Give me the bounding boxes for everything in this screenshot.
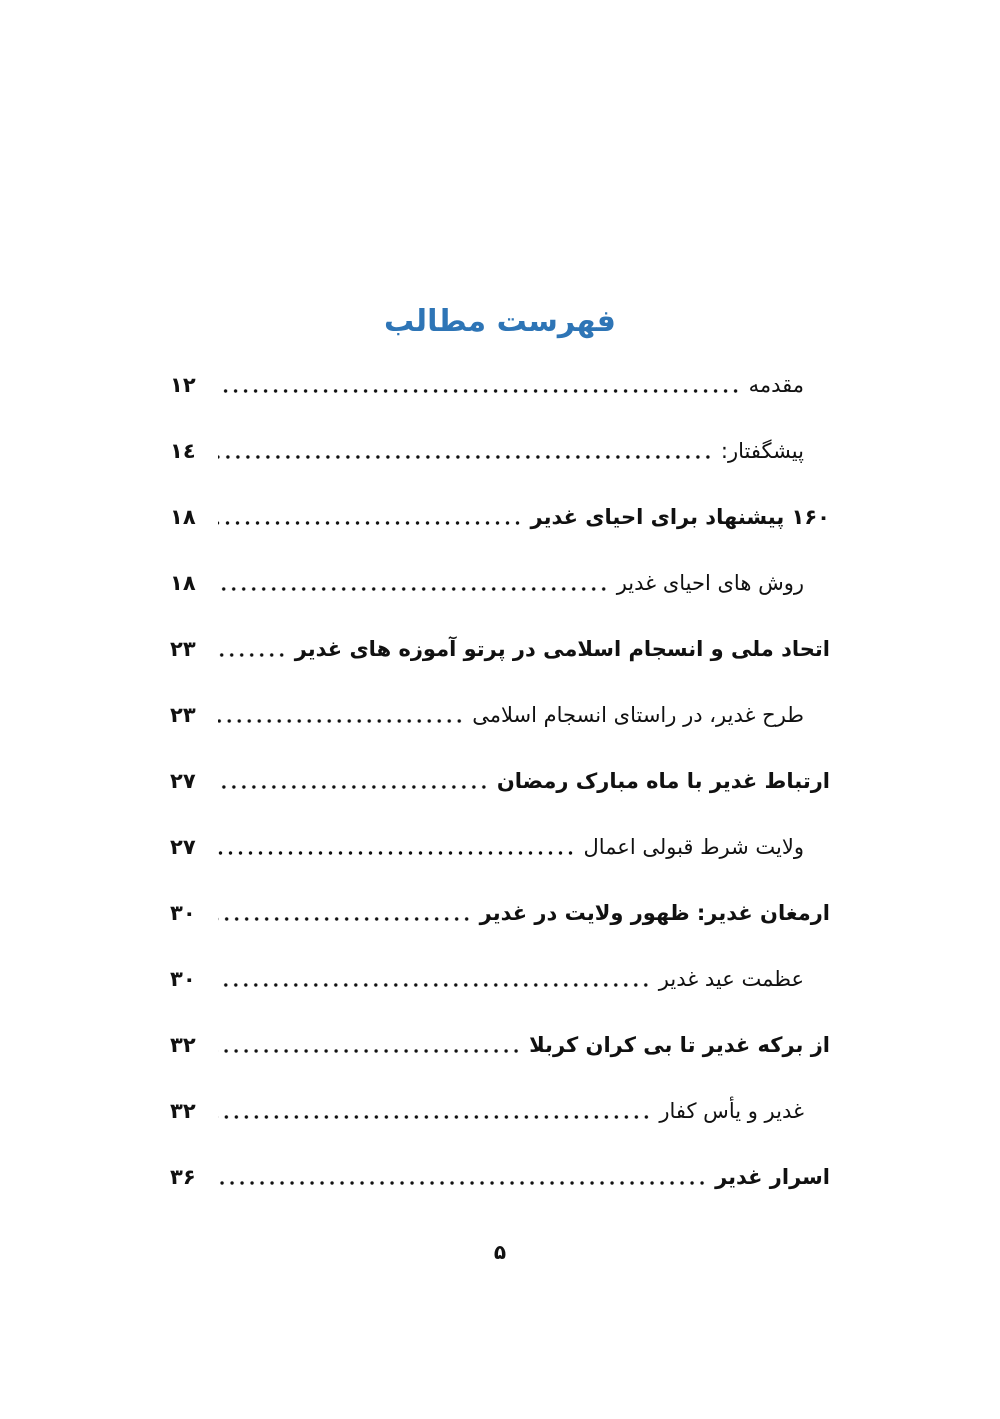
toc-entry[interactable] [170,954,830,1004]
toc-entry-page: ۳۶ [170,1165,196,1189]
toc-entry[interactable] [170,492,830,542]
toc-entry[interactable] [170,1086,830,1136]
toc-entry[interactable] [170,624,830,674]
toc-entry[interactable] [170,690,830,740]
toc-entry-label: طرح غدیر، در راستای انسجام اسلامی [472,703,804,727]
toc-entry[interactable] [170,426,830,476]
dot-leader [218,1115,651,1119]
dot-leader [218,851,576,855]
dot-leader [218,521,523,525]
toc-entry-page: ۳۲ [170,1033,196,1057]
toc-entry-label: مقدمه [748,373,804,397]
toc-entry-label: اسرار غدیر [715,1165,830,1189]
dot-leader [218,983,651,987]
toc-entry-page: ۱۲ [170,373,196,397]
toc-entry[interactable] [170,1020,830,1070]
toc-entry-page: ۲۷ [170,769,196,793]
dot-leader [218,785,489,789]
toc-entry-label: اتحاد ملی و انسجام اسلامی در پرتو آموزه های غدیر [294,637,830,661]
dot-leader [218,455,713,459]
toc-entry-page: ۳۰ [170,967,196,991]
toc-entry-label: از برکه غدیر تا بی کران کربلا [529,1033,830,1057]
toc-entry[interactable] [170,558,830,608]
toc-entry-label: ۱۶۰ پیشنهاد برای احیای غدیر [530,505,830,529]
toc-entry-label: ارمغان غدیر: ظهور ولایت در غدیر [479,901,830,925]
toc-entry[interactable] [170,822,830,872]
toc-entry-label: ولایت شرط قبولی اعمال [583,835,804,859]
dot-leader [218,917,472,921]
toc-entry-label: ارتباط غدیر با ماه مبارک رمضان [496,769,830,793]
toc-entry-label: پیشگفتار: [720,439,804,463]
dot-leader [218,1181,707,1185]
toc-entry-page: ۲۳ [170,637,196,661]
toc-entry-page: ۱٤ [170,439,196,463]
toc-entry[interactable] [170,756,830,806]
toc-entry[interactable] [170,888,830,938]
toc-entry-page: ۱۸ [170,505,196,529]
toc-entry-page: ۳۰ [170,901,196,925]
toc-entry-page: ۱۸ [170,571,196,595]
toc-entry[interactable] [170,1152,830,1202]
dot-leader [218,389,741,393]
toc-entry[interactable] [170,360,830,410]
toc-entry-page: ۲۳ [170,703,196,727]
toc-title: فهرست مطالب [384,304,616,339]
dot-leader [218,719,464,723]
page-number: ۵ [493,1240,507,1264]
dot-leader [218,587,609,591]
toc-entry-page: ۲۷ [170,835,196,859]
toc-entry-label: روش های احیای غدیر [616,571,804,595]
dot-leader [218,1049,521,1053]
toc-entry-page: ۳۲ [170,1099,196,1123]
dot-leader [218,653,287,657]
toc-entry-label: غدیر و یأس کفار [659,1099,804,1123]
toc-entry-label: عظمت عید غدیر [658,967,804,991]
